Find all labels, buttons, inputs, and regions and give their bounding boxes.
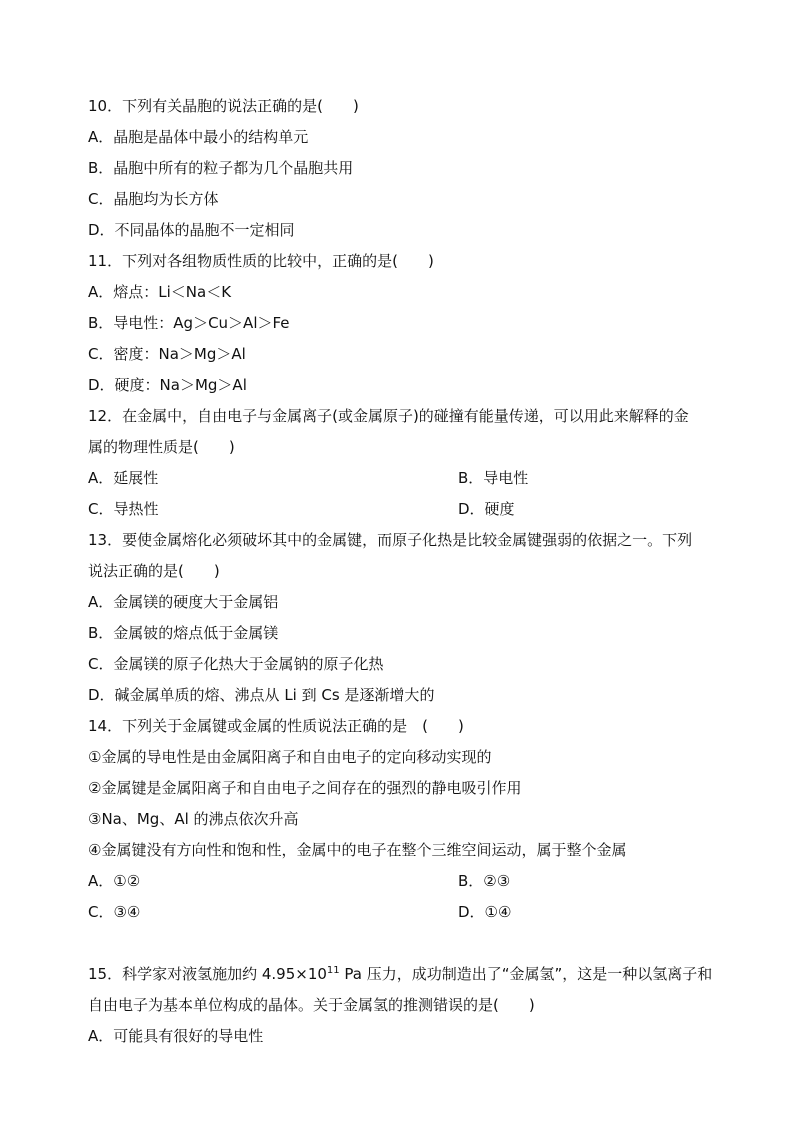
question-14-option-b: B．②③ <box>458 872 511 890</box>
question-11-option-b: B．导电性：Ag＞Cu＞Al＞Fe <box>88 314 290 332</box>
question-15-stem-part1: 15．科学家对液氢施加约 4.95×10 <box>88 965 327 983</box>
question-14-options-row2 <box>88 902 728 922</box>
question-12-options-row2 <box>88 499 728 519</box>
question-12-stem-line2: 属的物理性质是( ) <box>88 438 235 456</box>
question-13-stem-line1: 13．要使金属熔化必须破坏其中的金属键，而原子化热是比较金属键强弱的依据之一。下列 <box>88 531 693 549</box>
question-10-option-d: D．不同晶体的晶胞不一定相同 <box>88 221 295 239</box>
question-14-statement-3: ③Na、Mg、Al 的沸点依次升高 <box>88 810 299 828</box>
question-12-option-a: A．延展性 <box>88 469 159 487</box>
question-14-stem: 14．下列关于金属键或金属的性质说法正确的是 ( ) <box>88 717 464 735</box>
question-15-stem-line2: 自由电子为基本单位构成的晶体。关于金属氢的推测错误的是( ) <box>88 996 535 1014</box>
question-10-option-b: B．晶胞中所有的粒子都为几个晶胞共用 <box>88 159 354 177</box>
question-15-option-a: A．可能具有很好的导电性 <box>88 1027 264 1045</box>
question-11-option-a: A．熔点：Li＜Na＜K <box>88 283 232 301</box>
question-11-stem: 11．下列对各组物质性质的比较中，正确的是( ) <box>88 252 434 270</box>
question-10-option-c: C．晶胞均为长方体 <box>88 190 219 208</box>
question-11-option-d: D．硬度：Na＞Mg＞Al <box>88 376 247 394</box>
question-14-statement-1: ①金属的导电性是由金属阳离子和自由电子的定向移动实现的 <box>88 748 492 766</box>
question-14-options-row1 <box>88 871 728 891</box>
question-12-stem-line1: 12．在金属中，自由电子与金属离子(或金属原子)的碰撞有能量传递，可以用此来解释的金 <box>88 407 689 425</box>
question-14-option-c: C．③④ <box>88 903 141 921</box>
question-13-stem-line2: 说法正确的是( ) <box>88 562 220 580</box>
question-13-option-c: C．金属镁的原子化热大于金属钠的原子化热 <box>88 655 384 673</box>
question-12-options-row1 <box>88 468 728 488</box>
question-15-stem-part2: Pa 压力，成功制造出了“金属氢”，这是一种以氢离子和 <box>339 965 713 983</box>
question-13-option-b: B．金属铍的熔点低于金属镁 <box>88 624 279 642</box>
question-14-option-a: A．①② <box>88 872 141 890</box>
question-12-option-b: B．导电性 <box>458 469 529 487</box>
question-12-option-c: C．导热性 <box>88 500 159 518</box>
question-13-option-d: D．碱金属单质的熔、沸点从 Li 到 Cs 是逐渐增大的 <box>88 686 435 704</box>
question-11-option-c: C．密度：Na＞Mg＞Al <box>88 345 246 363</box>
question-14-option-d: D．①④ <box>458 903 512 921</box>
question-12-option-d: D．硬度 <box>458 500 515 518</box>
question-14-statement-4: ④金属键没有方向性和饱和性，金属中的电子在整个三维空间运动，属于整个金属 <box>88 841 627 859</box>
question-10-option-a: A．晶胞是晶体中最小的结构单元 <box>88 128 309 146</box>
question-15-exponent: 11 <box>326 965 340 976</box>
question-14-statement-2: ②金属键是金属阳离子和自由电子之间存在的强烈的静电吸引作用 <box>88 779 522 797</box>
question-10-stem: 10．下列有关晶胞的说法正确的是( ) <box>88 97 359 115</box>
question-15-stem-line1 <box>88 964 728 984</box>
question-13-option-a: A．金属镁的硬度大于金属铝 <box>88 593 279 611</box>
